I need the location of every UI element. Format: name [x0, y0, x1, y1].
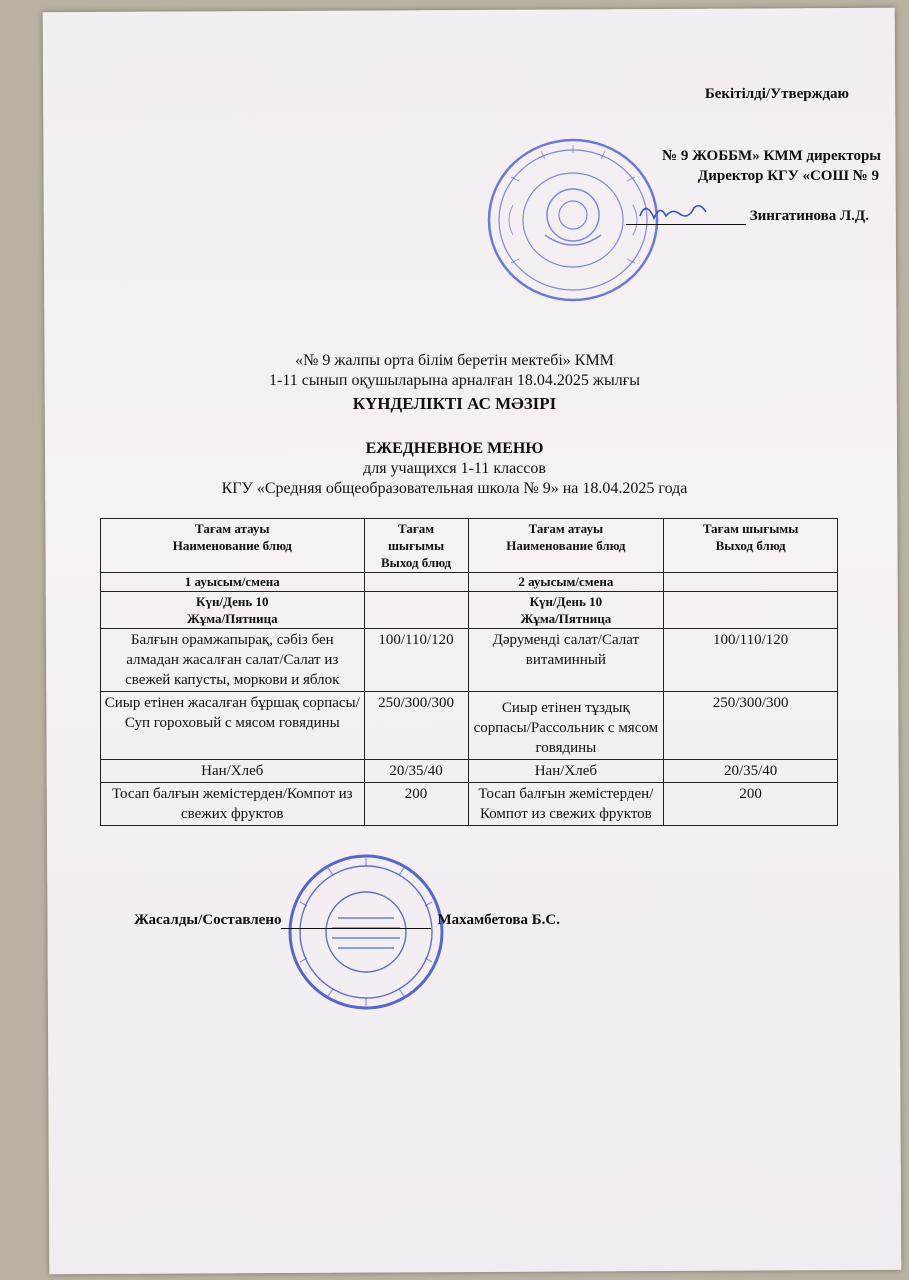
director-signature-line [626, 208, 869, 225]
composed-label: Жасалды/Составлено [134, 912, 282, 928]
dish-2: Нан/Хлеб [468, 760, 664, 783]
menu-table [100, 518, 838, 826]
dish-2: Сиыр етінен тұздық сорпасы/Рассольник с мясом говядины [468, 692, 664, 760]
composer-signature-line [281, 914, 431, 929]
dish-2: Тосап балғын жемістерден/Компот из свежих фруктов [468, 783, 664, 826]
official-seal-bottom [286, 852, 446, 1012]
composer-name: Махамбетова Б.С. [437, 912, 561, 928]
shift-1: 1 ауысым/смена [101, 573, 365, 592]
table-header-row [101, 519, 838, 573]
day-1: Күн/День 10 Жұма/Пятница [101, 592, 365, 629]
output-2: 200 [664, 783, 838, 826]
approval-label: Бекітілді/Утверждаю [704, 86, 849, 102]
day-2: Күн/День 10 Жұма/Пятница [468, 592, 664, 629]
director-title-ru: Директор КГУ «СОШ № 9 [697, 168, 879, 184]
header-output-1: Тағам шығымы Выход блюд [364, 519, 468, 573]
shift-row [101, 573, 838, 592]
dish-1: Сиыр етінен жасалған бұршақ сорпасы/Суп гороховый с мясом говядины [101, 692, 365, 760]
header-dish-2: Тағам атауы Наименование блюд [468, 519, 664, 573]
composed-by [134, 912, 560, 929]
dish-2: Дәрумендi салат/Салат витаминный [468, 629, 664, 692]
menu-title-kz: КҮНДЕЛІКТІ АС МӘЗІРІ [352, 394, 557, 413]
shift-2: 2 ауысым/смена [468, 573, 664, 592]
dish-1: Нан/Хлеб [101, 760, 365, 783]
school-name-kz: «№ 9 жалпы орта білім беретін мектебі» КММ [295, 352, 614, 369]
students-line-kz: 1-11 сынып оқушыларына арналған 18.04.2025 жылғы [268, 372, 641, 389]
dish-1: Балғын орамжапырақ, сәбіз бен алмадан жасалған салат/Салат из свежей капусты, моркови и яблок [101, 629, 365, 692]
director-name: Зингатинова Л.Д. [749, 208, 869, 224]
output-1: 200 [364, 783, 468, 826]
output-2: 20/35/40 [664, 760, 838, 783]
output-1: 250/300/300 [364, 692, 468, 760]
table-row [101, 629, 838, 692]
header-output-2: Тағам шығымы Выход блюд [664, 519, 838, 573]
output-2: 100/110/120 [664, 629, 838, 692]
director-signature [636, 194, 716, 230]
table-row [101, 692, 838, 760]
header-dish-1: Тағам атауы Наименование блюд [101, 519, 365, 573]
output-1: 100/110/120 [364, 629, 468, 692]
output-1: 20/35/40 [364, 760, 468, 783]
day-row [101, 592, 838, 629]
dish-1: Тосап балғын жемістерден/Компот из свежих фруктов [101, 783, 365, 826]
menu-title-ru: ЕЖЕДНЕВНОЕ МЕНЮ [365, 440, 544, 457]
school-name-ru: КГУ «Средняя общеобразовательная школа № 9» на 18.04.2025 года [221, 480, 688, 497]
table-row [101, 760, 838, 783]
table-row [101, 783, 838, 826]
output-2: 250/300/300 [664, 692, 838, 760]
director-title-kz: № 9 ЖОББМ» КММ директоры [662, 148, 881, 164]
students-line-ru: для учащихся 1-11 классов [363, 460, 546, 477]
